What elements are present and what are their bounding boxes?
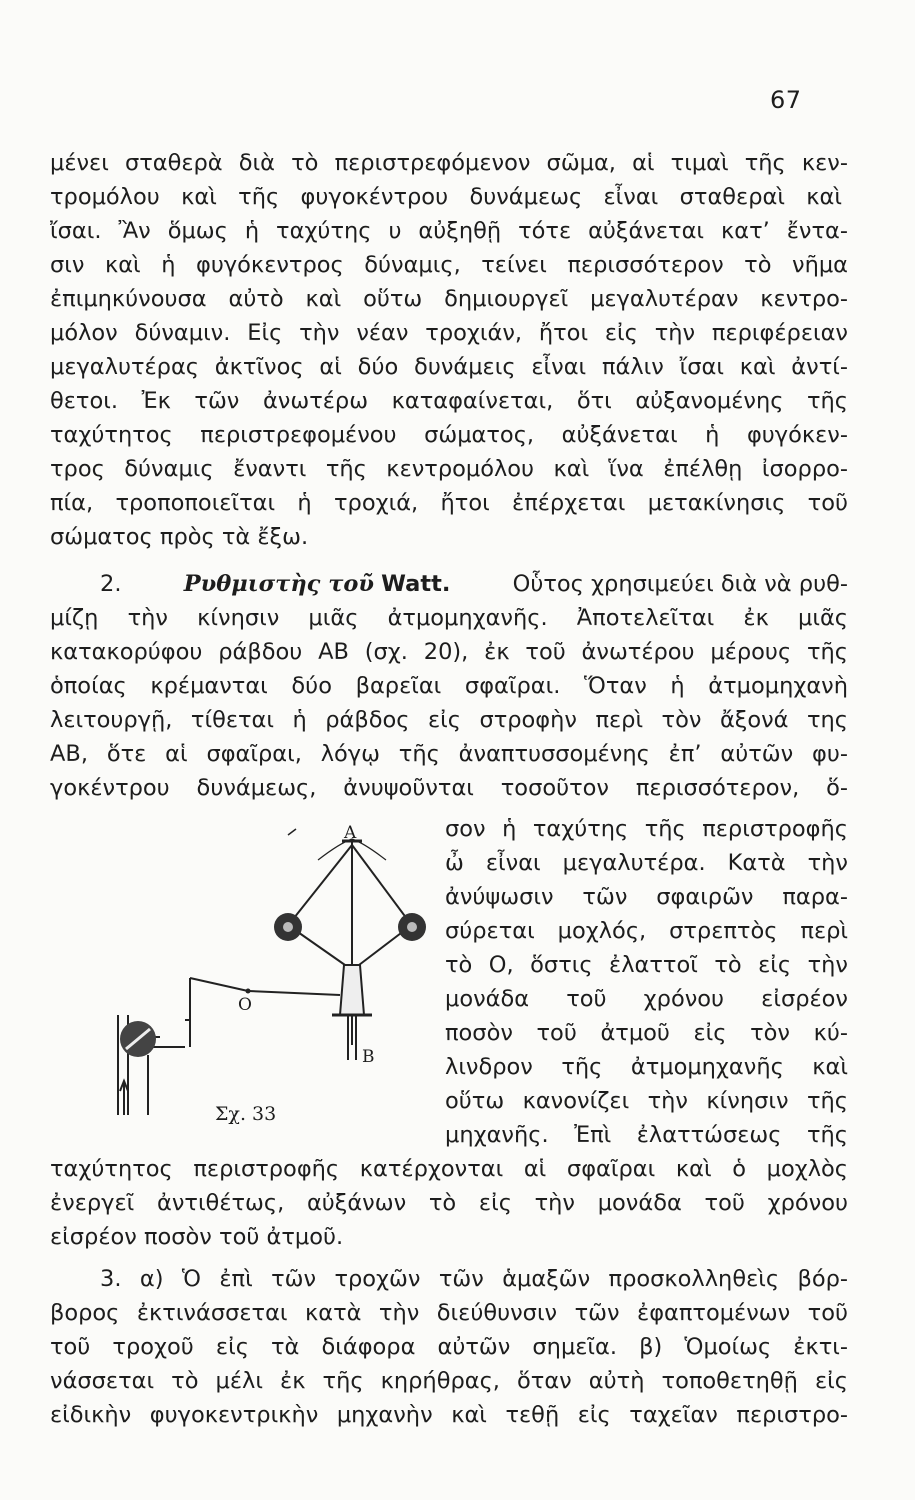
section-title-name: Watt. — [381, 571, 451, 597]
text-line: Οὗτος χρησιμεύει διὰ νὰ ρυθ- — [512, 571, 848, 597]
pivot-o — [246, 989, 251, 994]
text-line: ἐπιμηκύνουσα αὐτὸ καὶ οὕτω δημιουργεῖ μεγαλυτέραν κεντρο- — [50, 286, 848, 312]
text-line: μίζῃ τὴν κίνησιν μιᾶς ἀτμομηχανῆς. Ἀποτελεῖται ἐκ μιᾶς — [50, 605, 848, 631]
watt-governor-figure — [100, 815, 450, 1140]
text-line: μηχανῆς. Ἐπὶ ἐλαττώσεως τῆς — [445, 1122, 848, 1148]
text-line: ἴσαι. Ἂν ὅμως ἡ ταχύτης υ αὐξηθῇ τότε αὐξάνεται κατ’ ἔντα- — [50, 218, 848, 244]
text-line: μένει σταθερὰ διὰ τὸ περιστρεφόμενον σῶμα, αἱ τιμαὶ τῆς κεν- — [50, 150, 848, 176]
text-line: ποσὸν τοῦ ἀτμοῦ εἰς τὸν κύ- — [445, 1020, 848, 1046]
label-o: O — [238, 995, 252, 1015]
governor-diagram — [100, 815, 450, 1140]
text-line: τὸ Ο, ὅστις ἐλαττοῖ τὸ εἰς τὴν — [445, 952, 848, 978]
text-line: τρος δύναμις ἔναντι τῆς κεντρομόλου καὶ ἵνα ἐπέλθῃ ἰσορρο- — [50, 456, 848, 482]
lever — [248, 991, 340, 995]
text-line: ταχύτητος περιστροφῆς κατέρχονται αἱ σφαῖραι καὶ ὁ μοχλὸς — [50, 1156, 848, 1182]
section-number: 2. — [100, 571, 122, 597]
text-line: λινδρον τῆς ἀτμομηχανῆς καὶ — [445, 1054, 848, 1080]
text-line: πία, τροποποιεῖται ἡ τροχιά, ἤτοι ἐπέρχεται μετακίνησις τοῦ — [50, 490, 848, 516]
text-line: ὁποίας κρέμανται δύο βαρεῖαι σφαῖραι. Ὅταν ἡ ἀτμομηχανὴ — [50, 673, 848, 699]
text-line: ἀνύψωσιν τῶν σφαιρῶν παρα- — [445, 884, 848, 910]
text-line: θετοι. Ἐκ τῶν ἀνωτέρω καταφαίνεται, ὅτι αὐξανομένης τῆς — [50, 388, 848, 414]
left-arm — [290, 845, 352, 923]
text-line: λειτουργῇ, τίθεται ἡ ράβδος εἰς στροφὴν περὶ τὸν ἄξονά της — [50, 707, 848, 733]
text-line: ἐνεργεῖ ἀντιθέτως, αὐξάνων τὸ εἰς τὴν μονάδα τοῦ χρόνου — [50, 1190, 848, 1216]
text-line: εἰδικὴν φυγοκεντρικὴν μηχανὴν καὶ τεθῇ εἰς ταχεῖαν περιστρο- — [50, 1402, 848, 1428]
text-line: σον ἡ ταχύτης τῆς περιστροφῆς — [445, 816, 848, 842]
text-line: τοῦ τροχοῦ εἰς τὰ διάφορα αὐτῶν σημεῖα. β) Ὁμοίως ἐκτι- — [50, 1334, 848, 1360]
text-line: εἰσρέον ποσὸν τοῦ ἀτμοῦ. — [50, 1224, 344, 1250]
text-line: ταχύτητος περιστρεφομένου σώματος, αὐξάνεται ἡ φυγόκεν- — [50, 422, 848, 448]
text-line: ὦ εἶναι μεγαλυτέρα. Κατὰ τὴν — [445, 850, 848, 876]
text-line: μεγαλυτέρας ἀκτῖνος αἱ δύο δυνάμεις εἶναι πάλιν ἴσαι καὶ ἀντί- — [50, 354, 848, 380]
text-line: νάσσεται τὸ μέλι ἐκ τῆς κηρήθρας, ὅταν αὐτὴ τοποθετηθῇ εἰς — [50, 1368, 848, 1394]
text-line: σιν καὶ ἡ φυγόκεντρος δύναμις, τείνει περισσότερον τὸ νῆμα — [50, 252, 848, 278]
label-a: A — [344, 823, 357, 843]
page-number: 67 — [770, 86, 802, 114]
text-line: μονάδα τοῦ χρόνου εἰσρέον — [445, 986, 848, 1012]
figure-caption: Σχ. 33 — [215, 1103, 277, 1125]
text-line: κατακορύφου ράβδου ΑΒ (σχ. 20), ἐκ τοῦ ἀνωτέρου μέρους τῆς — [50, 639, 848, 665]
text-line: σώματος πρὸς τὰ ἔξω. — [50, 524, 309, 550]
sleeve — [340, 965, 364, 1015]
text-line: βορος ἐκτινάσσεται κατὰ τὴν διεύθυνσιν τῶν ἐφαπτομένων τοῦ — [50, 1300, 848, 1326]
label-b: B — [362, 1047, 375, 1067]
text-line: μόλον δύναμιν. Εἰς τὴν νέαν τροχιάν, ἤτοι εἰς τὴν περιφέρειαν — [50, 320, 848, 346]
text-line: τρομόλου καὶ τῆς φυγοκέντρου δυνάμεως εἶναι σταθεραὶ καὶ — [50, 184, 842, 210]
text-line: 3. α) Ὁ ἐπὶ τῶν τροχῶν τῶν ἁμαξῶν προσκολληθεὶς βόρ- — [100, 1266, 848, 1292]
left-link — [295, 930, 345, 965]
right-link — [359, 930, 405, 965]
text-line: ΑΒ, ὅτε αἱ σφαῖραι, λόγῳ τῆς ἀναπτυσσομένης ἐπ’ αὐτῶν φυ- — [50, 741, 848, 767]
text-line: σύρεται μοχλός, στρεπτὸς περὶ — [445, 918, 848, 944]
text-line: οὕτω κανονίζει τὴν κίνησιν τῆς — [445, 1088, 848, 1114]
section-title: Ρυθμιστὴς τοῦ — [183, 571, 374, 597]
section-heading-line — [100, 567, 848, 601]
text-line: γοκέντρου δυνάμεως, ἀνυψοῦνται τοσοῦτον περισσότερον, ὅ- — [50, 775, 848, 801]
